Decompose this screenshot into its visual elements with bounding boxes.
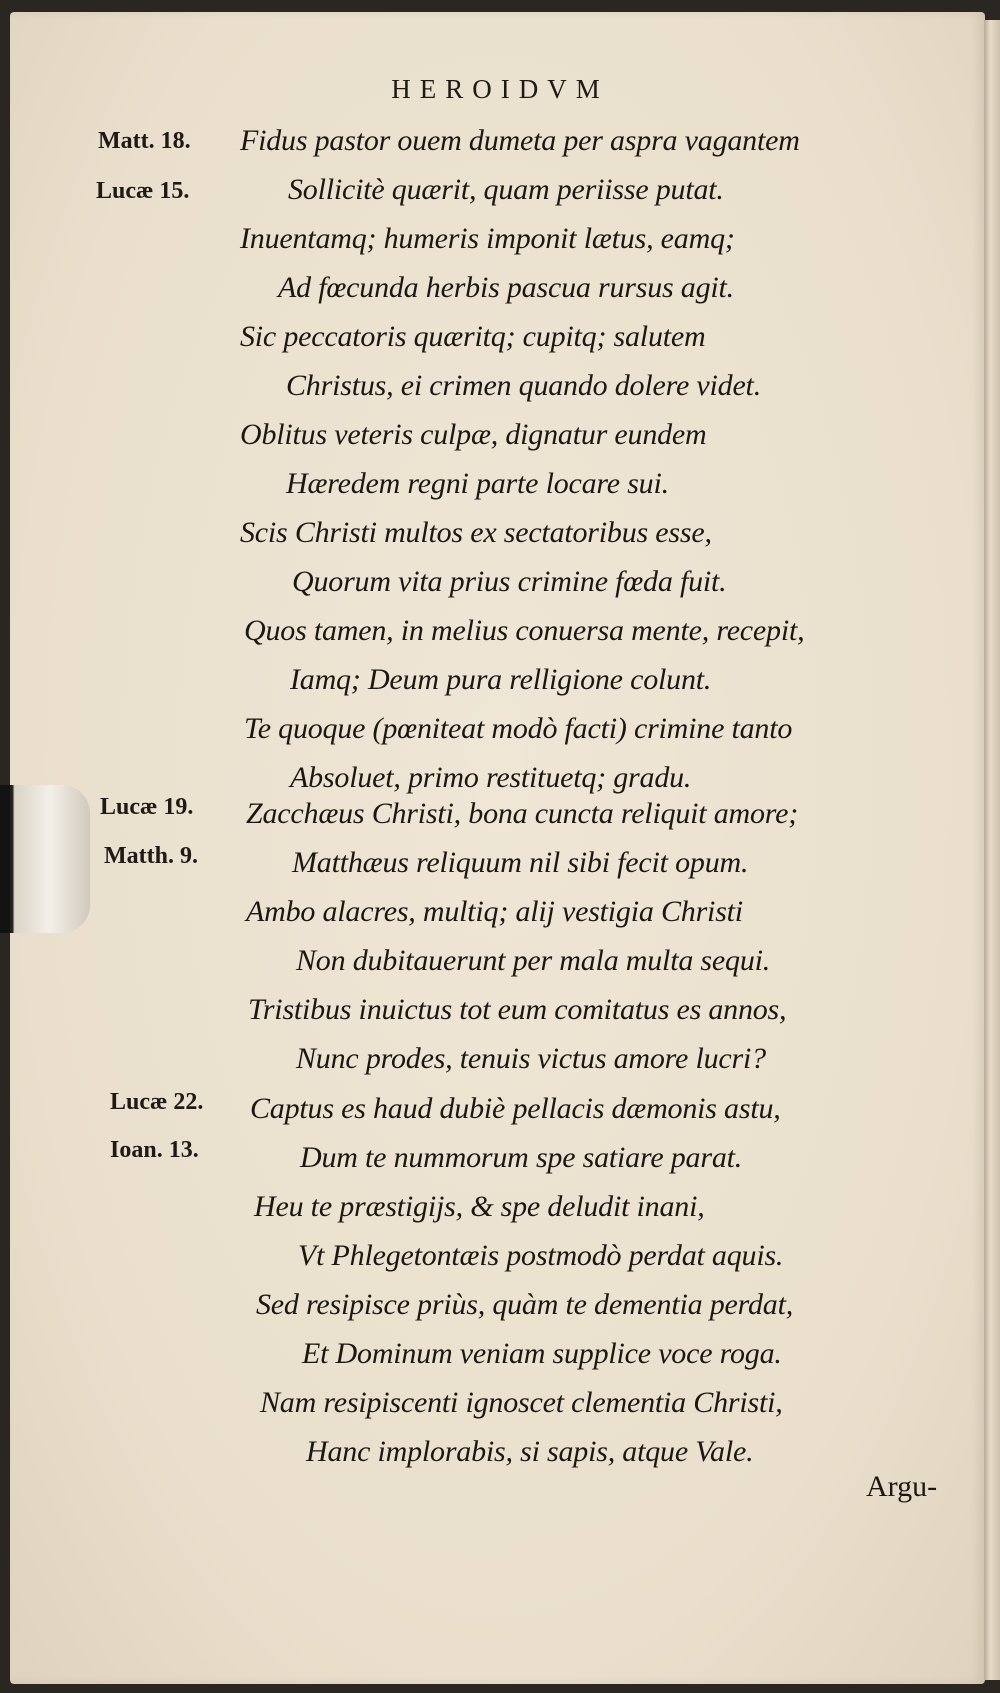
- verse-line: Christus, ei crimen quando dolere videt.: [286, 369, 761, 402]
- verse-line: Dum te nummorum spe satiare parat.: [300, 1141, 743, 1174]
- page-clip-tab: [0, 785, 90, 933]
- verse-line: Hæredem regni parte locare sui.: [286, 467, 669, 500]
- margin-note-lucae-22: Lucæ 22.: [110, 1089, 204, 1115]
- verse-line: Non dubitauerunt per mala multa sequi.: [296, 944, 771, 977]
- verse-line: Iamq; Deum pura relligione colunt.: [290, 663, 712, 696]
- margin-note-matt-18: Matt. 18.: [98, 128, 191, 154]
- verse-line: Tristibus inuictus tot eum comitatus es annos,: [248, 993, 787, 1026]
- verse-line: Scis Christi multos ex sectatoribus esse,: [240, 516, 712, 549]
- verse-line: Oblitus veteris culpæ, dignatur eundem: [240, 418, 707, 451]
- verse-line: Matthæus reliquum nil sibi fecit opum.: [292, 846, 749, 879]
- verse-line: Sollicitè quærit, quam periisse putat.: [288, 173, 724, 206]
- verse-line: Sic peccatoris quæritq; cupitq; salutem: [240, 320, 706, 353]
- margin-note-lucae-19: Lucæ 19.: [100, 794, 194, 820]
- verse-line: Quos tamen, in melius conuersa mente, recepit,: [244, 614, 805, 647]
- catchword: Argu-: [866, 1470, 938, 1503]
- verse-line: Vt Phlegetontæis postmodò perdat aquis.: [298, 1239, 784, 1272]
- verse-line: Hanc implorabis, si sapis, atque Vale.: [306, 1435, 754, 1468]
- verse-line: Sed resipisce priùs, quàm te dementia perdat,: [256, 1288, 794, 1321]
- verse-line: Nam resipiscenti ignoscet clementia Christi,: [260, 1386, 783, 1419]
- verse-line: Te quoque (pœniteat modò facti) crimine tanto: [244, 712, 793, 745]
- running-header: HEROIDVM: [391, 74, 609, 104]
- verse-line: Zacchæus Christi, bona cuncta reliquit amore;: [246, 797, 799, 830]
- margin-note-lucae-15: Lucæ 15.: [96, 178, 190, 204]
- verse-line: Et Dominum veniam supplice voce roga.: [302, 1337, 782, 1370]
- margin-note-ioan-13: Ioan. 13.: [110, 1137, 199, 1163]
- verse-line: Captus es haud dubiè pellacis dæmonis astu,: [250, 1092, 781, 1125]
- verse-line: Absoluet, primo restituetq; gradu.: [290, 761, 692, 794]
- verse-line: Ambo alacres, multiq; alij vestigia Christi: [246, 895, 743, 928]
- adjacent-page-edge: [984, 20, 1000, 1680]
- verse-line: Heu te præstigijs, & spe deludit inani,: [254, 1190, 705, 1223]
- verse-line: Quorum vita prius crimine fœda fuit.: [292, 565, 727, 598]
- verse-line: Ad fœcunda herbis pascua rursus agit.: [278, 271, 734, 304]
- verse-line: Inuentamq; humeris imponit lætus, eamq;: [240, 222, 735, 255]
- verse-line: Nunc prodes, tenuis victus amore lucri?: [296, 1042, 766, 1075]
- margin-note-matth-9: Matth. 9.: [104, 843, 198, 869]
- verse-line: Fidus pastor ouem dumeta per aspra vagantem: [240, 124, 800, 157]
